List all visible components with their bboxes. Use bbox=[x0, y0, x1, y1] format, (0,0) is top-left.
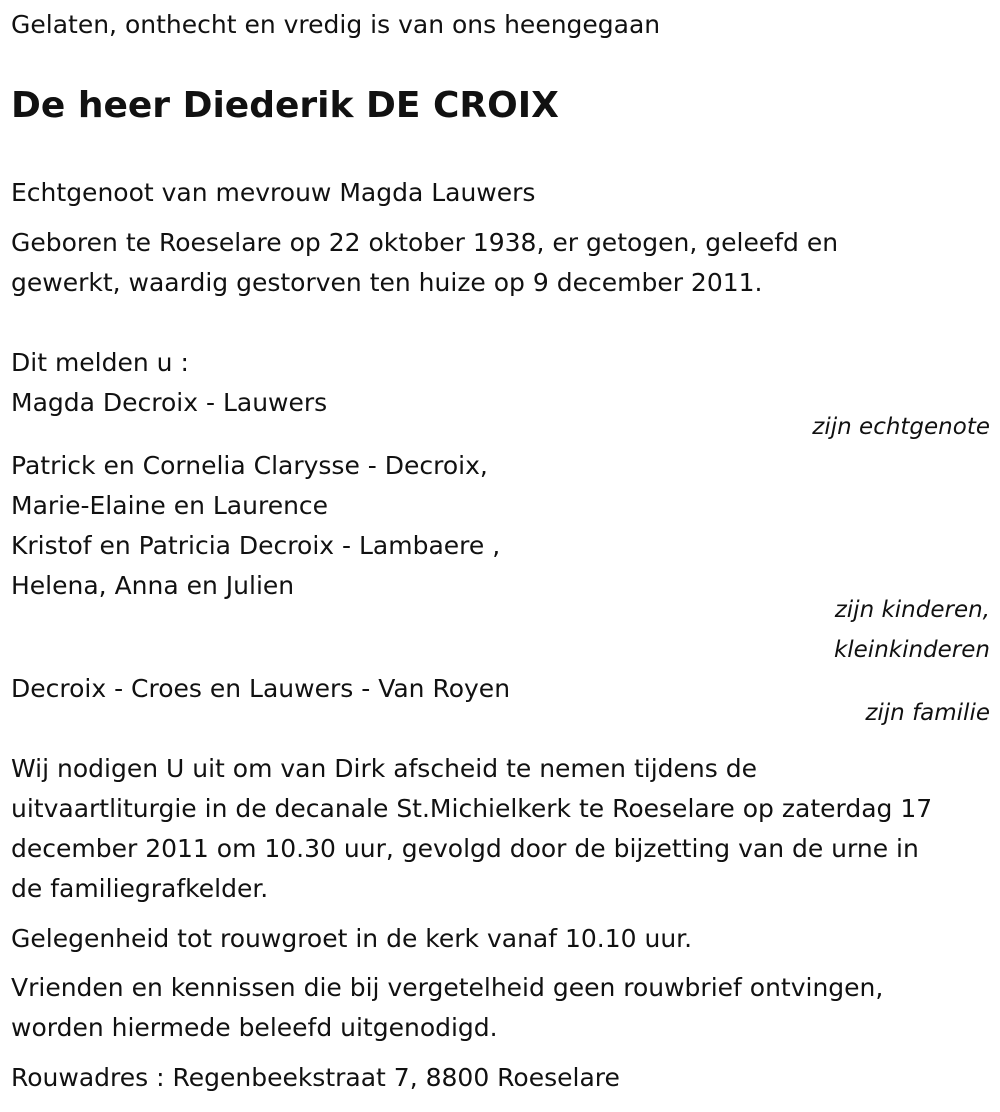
invitation-line-3: december 2011 om 10.30 uur, gevolgd door de bijzetting van de urne in bbox=[11, 834, 919, 863]
children-line-4: Helena, Anna en Julien bbox=[11, 571, 295, 600]
children-line-3: Kristof en Patricia Decroix - Lambaere , bbox=[11, 531, 501, 560]
intro-text: Gelaten, onthecht en vredig is van ons heengegaan bbox=[11, 10, 661, 39]
children-line-1: Patrick en Cornelia Clarysse - Decroix, bbox=[11, 451, 488, 480]
family-name: Decroix - Croes en Lauwers - Van Royen bbox=[11, 674, 511, 703]
spouse-role: zijn echtgenote bbox=[812, 414, 990, 440]
invitation-line-4: de familiegrafkelder. bbox=[11, 874, 269, 903]
mourning-address: Rouwadres : Regenbeekstraat 7, 8800 Roeselare bbox=[11, 1063, 620, 1092]
spouse-name: Magda Decroix - Lauwers bbox=[11, 388, 328, 417]
grandchildren-role: kleinkinderen bbox=[833, 637, 990, 663]
announcement-intro: Dit melden u : bbox=[11, 348, 189, 377]
invitation-line-1: Wij nodigen U uit om van Dirk afscheid te nemen tijdens de bbox=[11, 754, 757, 783]
birth-line-1: Geboren te Roeselare op 22 oktober 1938, er getogen, geleefd en bbox=[11, 228, 839, 257]
condolence-text: Gelegenheid tot rouwgroet in de kerk vanaf 10.10 uur. bbox=[11, 924, 693, 953]
friends-line-1: Vrienden en kennissen die bij vergetelheid geen rouwbrief ontvingen, bbox=[11, 973, 884, 1002]
deceased-name: De heer Diederik DE CROIX bbox=[11, 85, 559, 126]
birth-line-2: gewerkt, waardig gestorven ten huize op 9 december 2011. bbox=[11, 268, 763, 297]
family-role: zijn familie bbox=[865, 700, 990, 726]
friends-line-2: worden hiermede beleefd uitgenodigd. bbox=[11, 1013, 498, 1042]
invitation-line-2: uitvaartliturgie in de decanale St.Michielkerk te Roeselare op zaterdag 17 bbox=[11, 794, 933, 823]
spouse-line: Echtgenoot van mevrouw Magda Lauwers bbox=[11, 178, 536, 207]
children-role: zijn kinderen, bbox=[834, 597, 990, 623]
children-line-2: Marie-Elaine en Laurence bbox=[11, 491, 329, 520]
